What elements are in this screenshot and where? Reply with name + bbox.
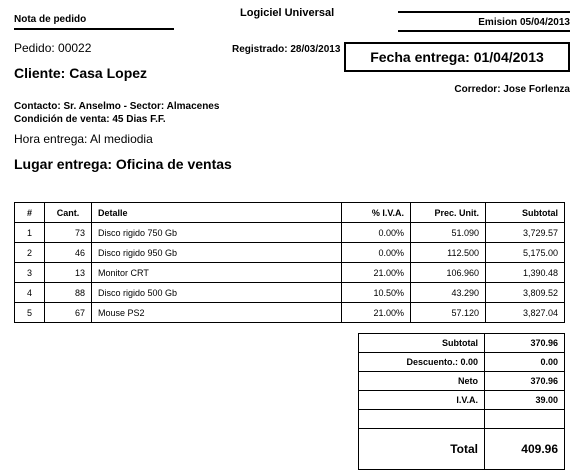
cell-number: 5 <box>15 303 45 323</box>
cell-iva: 21.00% <box>342 303 411 323</box>
cell-detalle: Disco rigido 500 Gb <box>92 283 342 303</box>
registrado-date: Registrado: 28/03/2013 <box>232 44 341 55</box>
items-table <box>14 202 565 323</box>
cell-number: 2 <box>15 243 45 263</box>
table-row <box>15 303 565 323</box>
neto-value: 370.96 <box>485 372 565 391</box>
table-row <box>15 263 565 283</box>
cell-subtotal: 1,390.48 <box>486 263 565 283</box>
totals-table <box>358 333 565 470</box>
col-header-iva: % I.V.A. <box>342 203 411 223</box>
col-header-prec-unit: Prec. Unit. <box>411 203 486 223</box>
descuento-label: Descuento.: 0.00 <box>359 353 485 372</box>
fecha-entrega-box: Fecha entrega: 01/04/2013 <box>344 42 570 72</box>
cell-number: 4 <box>15 283 45 303</box>
cell-subtotal: 3,729.57 <box>486 223 565 243</box>
doc-title: Nota de pedido <box>14 14 87 25</box>
blank-label <box>359 410 485 429</box>
subtotal-value: 370.96 <box>485 334 565 353</box>
table-row <box>15 223 565 243</box>
cell-prec-unit: 106.960 <box>411 263 486 283</box>
cell-prec-unit: 43.290 <box>411 283 486 303</box>
cell-iva: 0.00% <box>342 243 411 263</box>
cell-iva: 0.00% <box>342 223 411 243</box>
header-rule-right-bottom <box>398 30 570 32</box>
descuento-value: 0.00 <box>485 353 565 372</box>
cell-cant: 67 <box>45 303 92 323</box>
cell-cant: 88 <box>45 283 92 303</box>
blank-value <box>485 410 565 429</box>
table-row <box>15 243 565 263</box>
cell-number: 3 <box>15 263 45 283</box>
table-header-row <box>15 203 565 223</box>
cell-cant: 13 <box>45 263 92 283</box>
lugar-entrega: Lugar entrega: Oficina de ventas <box>14 156 232 172</box>
cell-detalle: Mouse PS2 <box>92 303 342 323</box>
total-label: Total <box>359 429 485 470</box>
emision-date: Emision 05/04/2013 <box>478 17 570 28</box>
totals-row-blank <box>359 410 565 429</box>
cliente-name: Cliente: Casa Lopez <box>14 65 148 81</box>
condicion-venta: Condición de venta: 45 Dias F.F. <box>14 114 166 125</box>
iva-value: 39.00 <box>485 391 565 410</box>
header-rule-right-top <box>398 11 570 13</box>
col-header-detalle: Detalle <box>92 203 342 223</box>
cell-number: 1 <box>15 223 45 243</box>
cell-detalle: Monitor CRT <box>92 263 342 283</box>
col-header-cant: Cant. <box>45 203 92 223</box>
totals-row-iva <box>359 391 565 410</box>
cell-detalle: Disco rigido 950 Gb <box>92 243 342 263</box>
iva-label: I.V.A. <box>359 391 485 410</box>
cell-subtotal: 5,175.00 <box>486 243 565 263</box>
cell-subtotal: 3,827.04 <box>486 303 565 323</box>
table-row <box>15 283 565 303</box>
subtotal-label: Subtotal <box>359 334 485 353</box>
app-name: Logiciel Universal <box>240 7 335 19</box>
contacto: Contacto: Sr. Anselmo - Sector: Almacenes <box>14 101 220 112</box>
cell-cant: 46 <box>45 243 92 263</box>
cell-prec-unit: 57.120 <box>411 303 486 323</box>
hora-entrega: Hora entrega: Al mediodia <box>14 132 153 146</box>
cell-iva: 21.00% <box>342 263 411 283</box>
totals-row-neto <box>359 372 565 391</box>
totals-row-total <box>359 429 565 470</box>
cell-cant: 73 <box>45 223 92 243</box>
header-rule-left <box>14 28 174 30</box>
totals-row-descuento <box>359 353 565 372</box>
total-value: 409.96 <box>485 429 565 470</box>
cell-prec-unit: 51.090 <box>411 223 486 243</box>
cell-detalle: Disco rigido 750 Gb <box>92 223 342 243</box>
cell-iva: 10.50% <box>342 283 411 303</box>
cell-prec-unit: 112.500 <box>411 243 486 263</box>
pedido-number: Pedido: 00022 <box>14 41 92 55</box>
col-header-number: # <box>15 203 45 223</box>
cell-subtotal: 3,809.52 <box>486 283 565 303</box>
totals-row-subtotal <box>359 334 565 353</box>
corredor: Corredor: Jose Forlenza <box>454 84 570 95</box>
neto-label: Neto <box>359 372 485 391</box>
col-header-subtotal: Subtotal <box>486 203 565 223</box>
